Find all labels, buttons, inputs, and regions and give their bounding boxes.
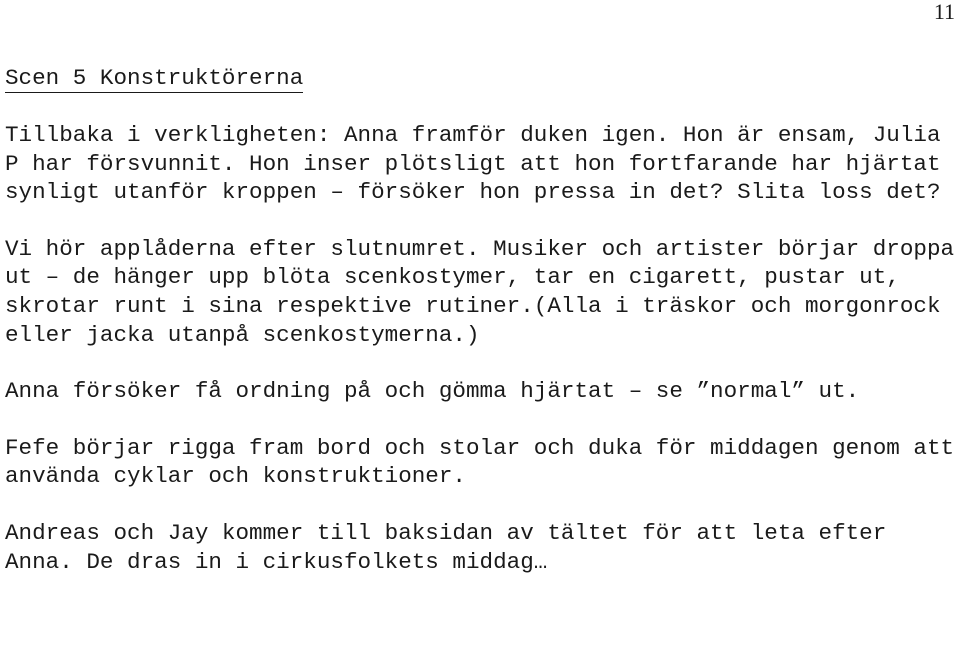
paragraph-2: Vi hör applåderna efter slutnumret. Musiker och artister börjar droppa ut – de hänger upp blöta scenkostymer, tar en cigarett, pustar ut, skrotar runt i sina respektive rutiner.(Alla i träskor och morgonrock eller jacka utanpå scenkostymerna.) (5, 235, 955, 348)
paragraph-1: Tillbaka i verkligheten: Anna framför duken igen. Hon är ensam, Julia P har försvunnit. Hon inser plötsligt att hon fortfarande har hjärtat synligt utanför kroppen – försöker hon pressa in det? Slita loss det? (5, 122, 941, 206)
paragraph-4: Fefe börjar rigga fram bord och stolar och duka för middagen genom att använda cyklar och konstruktioner. (5, 434, 955, 490)
document-body (5, 64, 955, 576)
page-number: 11 (933, 0, 955, 24)
paragraph-3: Anna försöker få ordning på och gömma hjärtat – se ”normal” ut. (5, 378, 860, 405)
scene-heading: Scen 5 Konstruktörerna (5, 65, 304, 91)
paragraph-5: Andreas och Jay kommer till baksidan av tältet för att leta efter Anna. De dras in i cirkusfolkets middag… (5, 519, 887, 575)
scene-heading-container (5, 64, 955, 93)
